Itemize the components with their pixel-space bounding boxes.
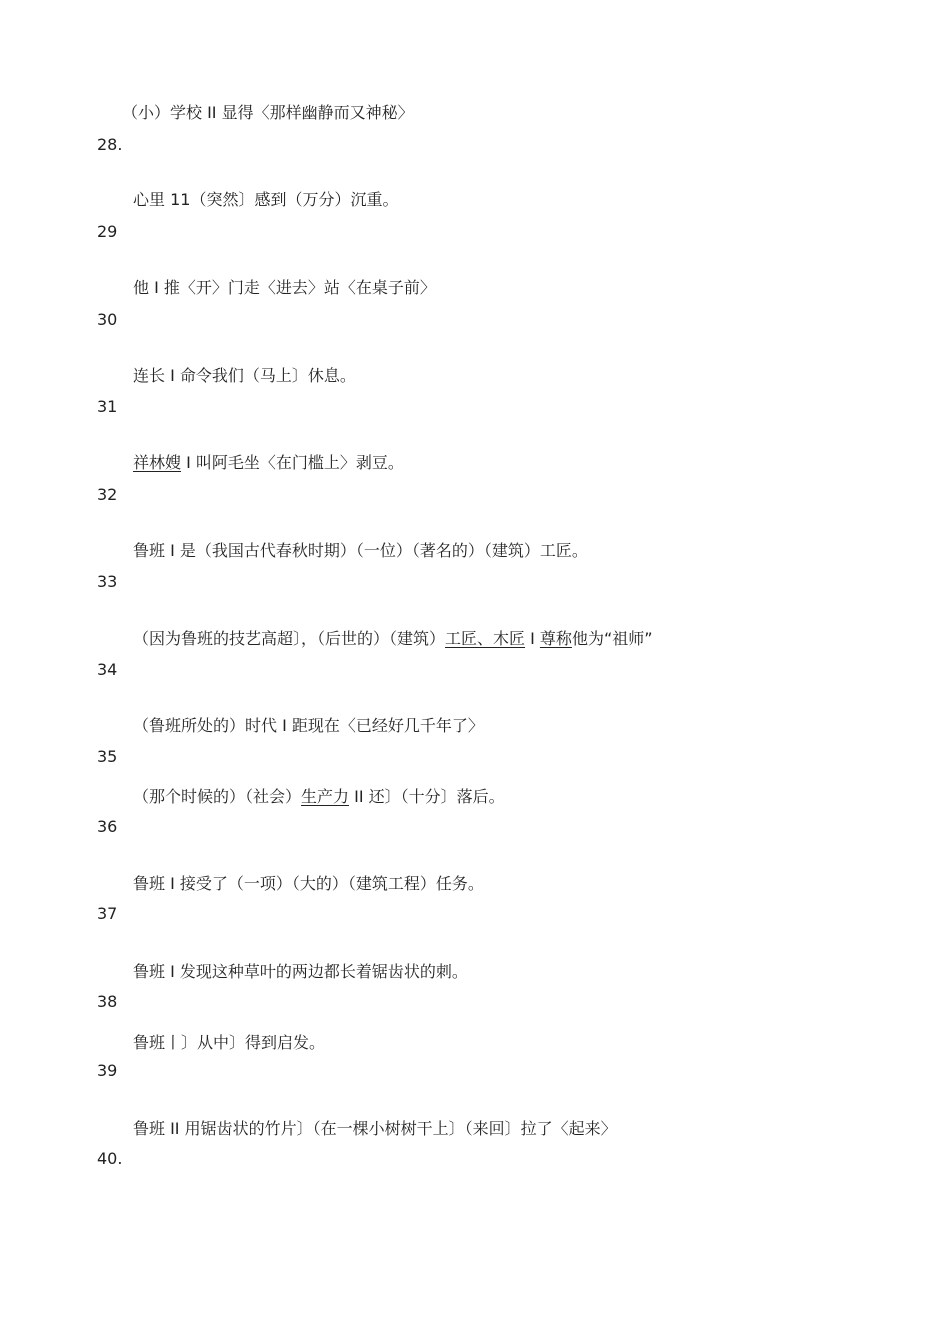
sentence-13 — [133, 1119, 617, 1139]
sentence-text: 他为“祖师” — [571, 629, 653, 648]
sentence-1 — [122, 103, 414, 123]
item-number-34: 34 — [97, 660, 118, 679]
sentence-6 — [133, 541, 588, 561]
item-number-33: 33 — [97, 572, 118, 591]
item-number-39: 39 — [97, 1061, 118, 1080]
item-number-37: 37 — [97, 904, 118, 923]
sentence-9 — [133, 787, 505, 807]
sentence-text: （因为鲁班的技艺高超〕，（后世的）（建筑） — [133, 629, 446, 648]
sentence-text: （小）学校 II 显得〈那样幽静而又神秘〉 — [122, 103, 414, 122]
item-number-31: 31 — [97, 397, 118, 416]
sentence-text: II 还〕（十分〕落后。 — [349, 787, 505, 806]
item-number-38: 38 — [97, 992, 118, 1011]
sentence-text: I — [525, 629, 540, 648]
sentence-text: 鲁班 I 接受了（一项）（大的）（建筑工程）任务。 — [133, 874, 484, 893]
sentence-text: I 叫阿毛坐〈在门槛上〉剥豆。 — [181, 453, 404, 472]
sentence-text: 连长 I 命令我们（马上〕休息。 — [133, 366, 356, 385]
sentence-11 — [133, 962, 468, 982]
underlined-subject: 工匠、木匠 — [445, 629, 526, 648]
sentence-4 — [133, 366, 356, 386]
sentence-7 — [133, 629, 653, 649]
underlined-predicate: 尊称 — [539, 629, 572, 648]
sentence-8 — [133, 716, 484, 736]
sentence-text: 鲁班丨〕从中〕得到启发。 — [133, 1033, 326, 1052]
item-number-30: 30 — [97, 310, 118, 329]
item-number-35: 35 — [97, 747, 118, 766]
item-number-40: 40. — [97, 1149, 123, 1168]
sentence-5 — [133, 453, 404, 473]
sentence-12 — [133, 1033, 325, 1053]
item-number-32: 32 — [97, 485, 118, 504]
sentence-text: （鲁班所处的）时代 I 距现在〈已经好几千年了〉 — [133, 716, 484, 735]
sentence-2 — [133, 190, 398, 210]
sentence-text: 心里 11（突然〕感到（万分）沉重。 — [133, 190, 399, 209]
sentence-10 — [133, 874, 484, 894]
item-number-29: 29 — [97, 222, 118, 241]
underlined-subject: 生产力 — [301, 787, 350, 806]
sentence-text: 鲁班 I 是（我国古代春秋时期）（一位）（著名的）（建筑）工匠。 — [133, 541, 588, 560]
underlined-subject: 祥林嫂 — [133, 453, 182, 472]
item-number-36: 36 — [97, 817, 118, 836]
sentence-3 — [133, 278, 436, 298]
item-number-28: 28. — [97, 135, 123, 154]
sentence-text: 鲁班 I 发现这种草叶的两边都长着锯齿状的刺。 — [133, 962, 468, 981]
sentence-text: （那个时候的）（社会） — [133, 787, 302, 806]
sentence-text: 他 I 推〈开〉门走〈进去〉站〈在桌子前〉 — [133, 278, 436, 297]
sentence-text: 鲁班 II 用锯齿状的竹片〕（在一棵小树树干上〕（来回〕拉了〈起来〉 — [133, 1119, 617, 1138]
